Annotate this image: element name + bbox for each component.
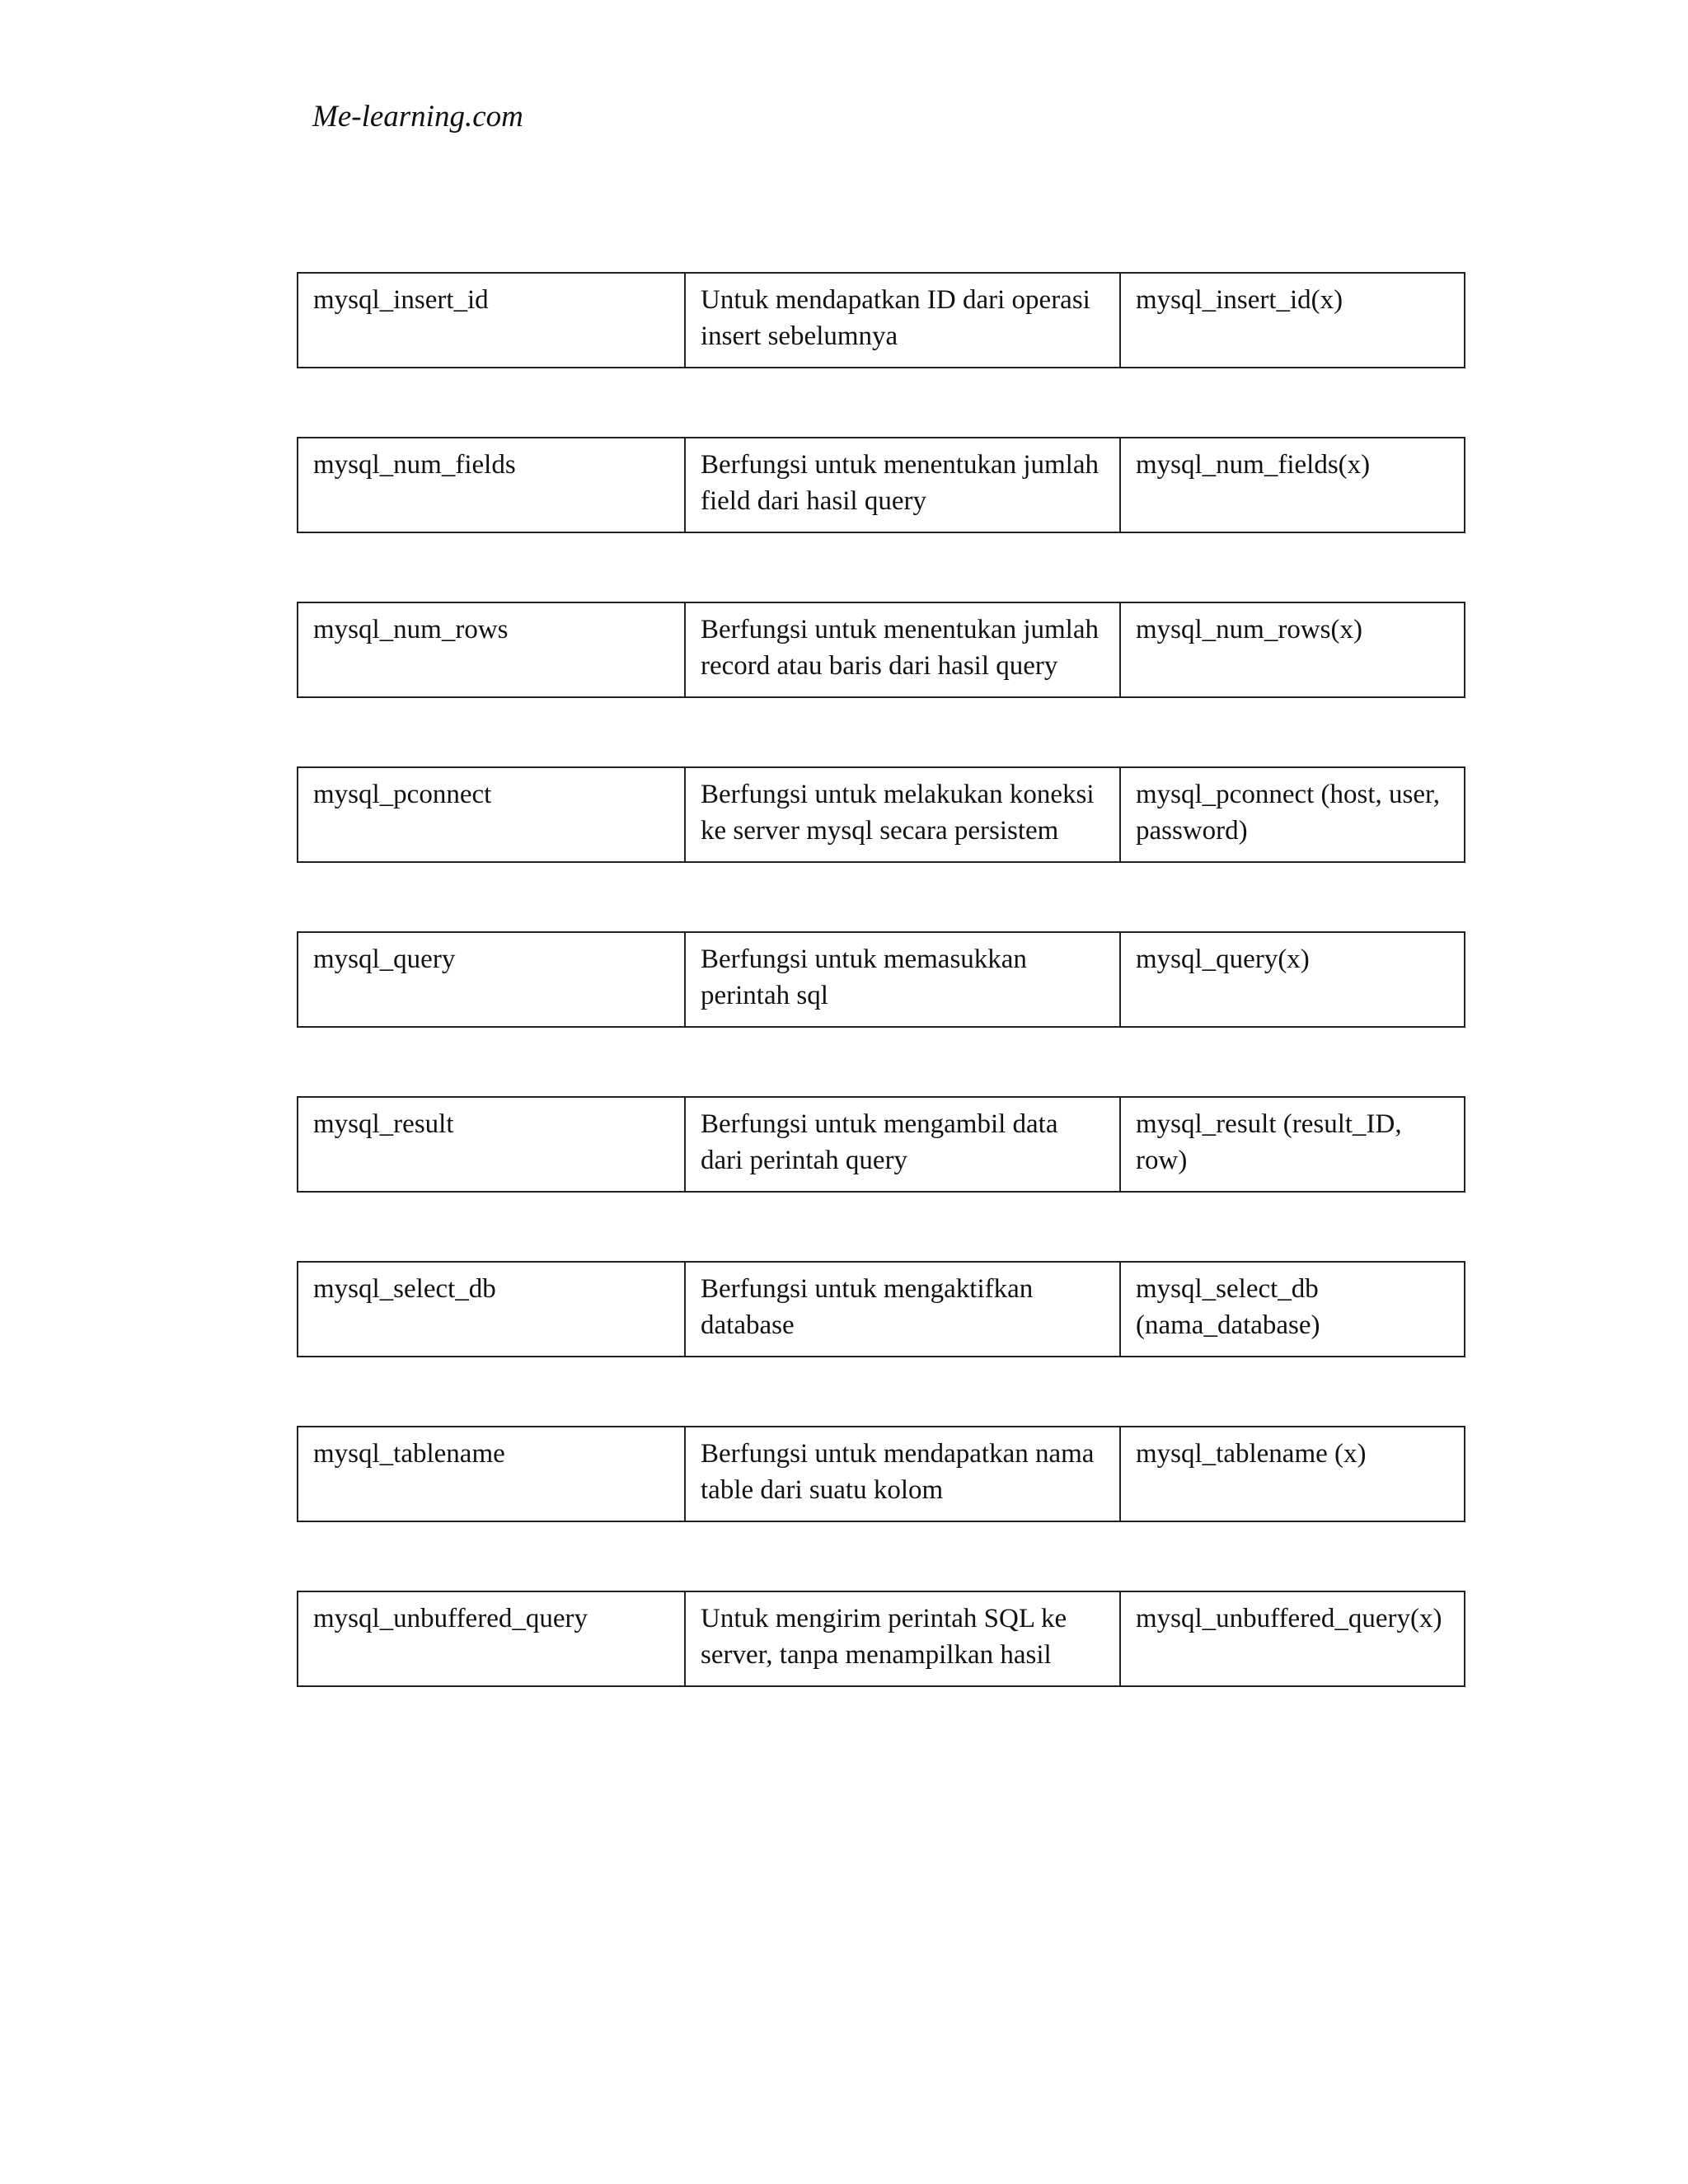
function-syntax-cell: mysql_result (result_ID, row) — [1120, 1097, 1465, 1192]
function-table-mysql-num-fields — [297, 437, 1465, 533]
function-description-cell: Berfungsi untuk mengaktifkan database — [685, 1262, 1120, 1357]
table-row — [298, 1427, 1465, 1521]
table-row — [298, 602, 1465, 697]
function-syntax-cell: mysql_pconnect (host, user, password) — [1120, 767, 1465, 862]
function-description-cell: Untuk mengirim perintah SQL ke server, tanpa menampilkan hasil — [685, 1591, 1120, 1686]
table-row — [298, 273, 1465, 368]
table-row — [298, 932, 1465, 1027]
function-name-cell: mysql_query — [298, 932, 685, 1027]
function-description-cell: Berfungsi untuk memasukkan perintah sql — [685, 932, 1120, 1027]
function-description-cell: Berfungsi untuk menentukan jumlah record atau baris dari hasil query — [685, 602, 1120, 697]
function-table-mysql-tablename — [297, 1426, 1465, 1522]
function-syntax-cell: mysql_insert_id(x) — [1120, 273, 1465, 368]
table-row — [298, 767, 1465, 862]
function-table-mysql-select-db — [297, 1261, 1465, 1357]
function-name-cell: mysql_tablename — [298, 1427, 685, 1521]
function-name-cell: mysql_result — [298, 1097, 685, 1192]
function-syntax-cell: mysql_unbuffered_query(x) — [1120, 1591, 1465, 1686]
site-title: Me-learning.com — [312, 100, 523, 134]
function-table-mysql-unbuffered-query — [297, 1591, 1465, 1687]
function-name-cell: mysql_insert_id — [298, 273, 685, 368]
function-description-cell: Berfungsi untuk mendapatkan nama table dari suatu kolom — [685, 1427, 1120, 1521]
function-description-cell: Berfungsi untuk mengambil data dari perintah query — [685, 1097, 1120, 1192]
function-name-cell: mysql_num_fields — [298, 438, 685, 532]
function-description-cell: Untuk mendapatkan ID dari operasi insert sebelumnya — [685, 273, 1120, 368]
function-name-cell: mysql_select_db — [298, 1262, 685, 1357]
function-syntax-cell: mysql_select_db (nama_database) — [1120, 1262, 1465, 1357]
function-description-cell: Berfungsi untuk melakukan koneksi ke server mysql secara persistem — [685, 767, 1120, 862]
function-description-cell: Berfungsi untuk menentukan jumlah field dari hasil query — [685, 438, 1120, 532]
function-syntax-cell: mysql_num_fields(x) — [1120, 438, 1465, 532]
function-name-cell: mysql_num_rows — [298, 602, 685, 697]
table-row — [298, 1097, 1465, 1192]
function-table-mysql-result — [297, 1096, 1465, 1193]
function-name-cell: mysql_pconnect — [298, 767, 685, 862]
function-table-mysql-query — [297, 931, 1465, 1028]
function-table-mysql-insert-id — [297, 272, 1465, 368]
function-syntax-cell: mysql_query(x) — [1120, 932, 1465, 1027]
function-name-cell: mysql_unbuffered_query — [298, 1591, 685, 1686]
table-row — [298, 438, 1465, 532]
function-table-mysql-num-rows — [297, 602, 1465, 698]
function-syntax-cell: mysql_num_rows(x) — [1120, 602, 1465, 697]
table-row — [298, 1591, 1465, 1686]
table-row — [298, 1262, 1465, 1357]
function-table-mysql-pconnect — [297, 766, 1465, 863]
function-syntax-cell: mysql_tablename (x) — [1120, 1427, 1465, 1521]
